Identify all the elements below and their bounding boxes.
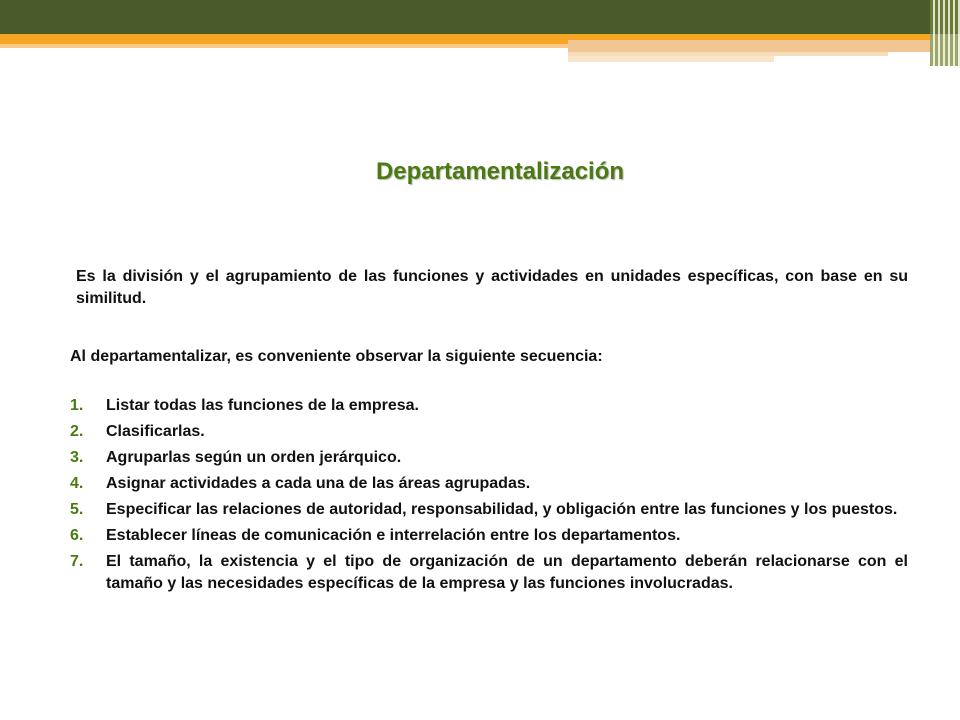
- step-number: 5.: [70, 501, 84, 518]
- header-tab-accent-lower: [568, 56, 774, 62]
- step-text: El tamaño, la existencia y el tipo de organización de un departamento deberán relacionarse con el tamaño y las necesidades específicas de la empresa y las funciones involucradas.: [106, 553, 908, 592]
- step-number: 4.: [70, 475, 84, 492]
- step-number: 1.: [70, 397, 84, 414]
- list-item: [70, 395, 908, 417]
- list-item: [70, 525, 908, 547]
- step-text: Especificar las relaciones de autoridad, responsabilidad, y obligación entre las funciones y los puestos.: [106, 501, 898, 518]
- step-text: Asignar actividades a cada una de las áreas agrupadas.: [106, 475, 531, 492]
- step-text: Agruparlas según un orden jerárquico.: [106, 449, 402, 466]
- steps-list: [70, 395, 908, 599]
- header-tab-accent: [568, 40, 930, 52]
- list-item: [70, 447, 908, 469]
- intro-paragraph: Es la división y el agrupamiento de las funciones y actividades en unidades específicas, con base en su similitud.: [76, 268, 908, 307]
- step-text: Establecer líneas de comunicación e interrelación entre los departamentos.: [106, 527, 681, 544]
- list-item: [70, 499, 908, 521]
- step-text: Clasificarlas.: [106, 423, 205, 440]
- list-item: [70, 473, 908, 495]
- step-number: 6.: [70, 527, 84, 544]
- slide-title: Departamentalización: [375, 158, 625, 185]
- step-number: 7.: [70, 553, 84, 570]
- step-number: 2.: [70, 423, 84, 440]
- step-text: Listar todas las funciones de la empresa.: [106, 397, 419, 414]
- list-item: [70, 421, 908, 443]
- list-item: [70, 551, 908, 595]
- header-bar-dark: [0, 0, 930, 34]
- edge-stripes-decoration-lower: [930, 34, 960, 66]
- sequence-intro: Al departamentalizar, es conveniente observar la siguiente secuencia:: [70, 348, 603, 365]
- step-number: 3.: [70, 449, 84, 466]
